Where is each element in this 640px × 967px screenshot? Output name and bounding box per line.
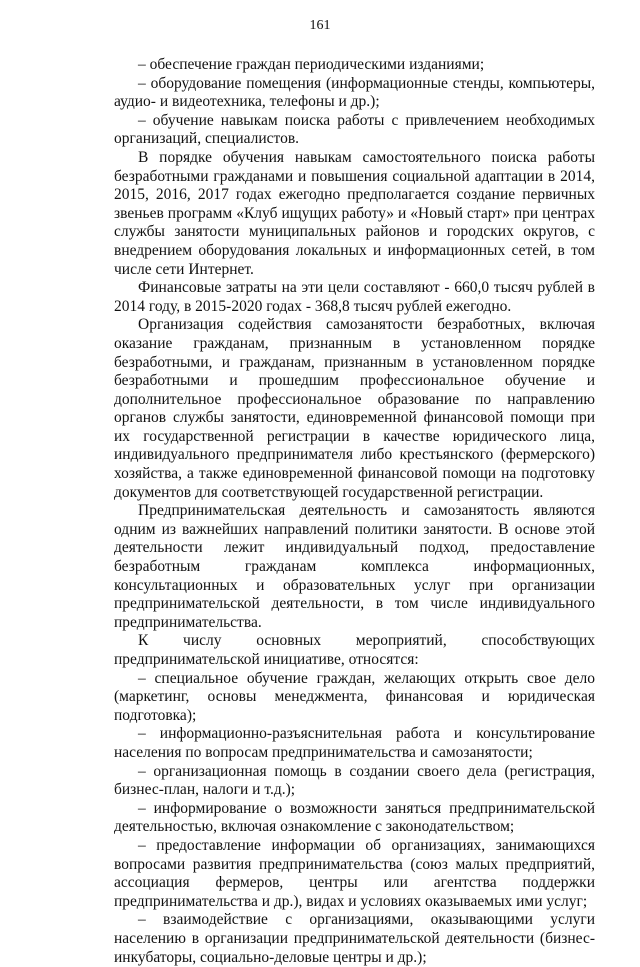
paragraph-financial-costs: Финансовые затраты на эти цели составляют - 660,0 тысяч рублей в 2014 году, в 2015-2020 годах - 368,8 тысяч рублей ежегодно. xyxy=(114,279,595,315)
paragraph-main-measures: К числу основных мероприятий, способствующих предпринимательской инициативе, относятся: xyxy=(114,632,595,668)
bullet-job-search-training: – обучение навыкам поиска работы с привлечением необходимых организаций, специалистов. xyxy=(114,111,595,148)
bullet-special-training: – специальное обучение граждан, желающих открыть свое дело (маркетинг, основы менеджмента, финансовая и юридическая подготовка); xyxy=(114,669,595,724)
document-body xyxy=(114,56,595,967)
bullet-organizational-help: – организационная помощь в создании своего дела (регистрация, бизнес-план, налоги и т.д.); xyxy=(114,762,595,799)
bullet-organizations-info: – предоставление информации об организациях, занимающихся вопросами развития предпринимательства (союз малых предприятий, ассоциация фермеров, центры или агентства поддержки предпринимательства и др.), видах и условиях оказываемых ими услуг; xyxy=(114,836,595,910)
paragraph-entrepreneurship: Предпринимательская деятельность и самозанятость являются одним из важнейших направлений политики занятости. В основе этой деятельности лежит индивидуальный подход, предоставление безработным гражданам комплекса информационных, консультационных и образовательных услуг при организации предпринимательской деятельности, в том числе индивидуального предпринимательства. xyxy=(114,502,595,631)
bullet-informing: – информирование о возможности заняться предпринимательской деятельностью, включая ознакомление с законодательством; xyxy=(114,799,595,836)
bullet-interaction: – взаимодействие с организациями, оказывающими услуги населению в организации предпринимательской деятельности (бизнес-инкубаторы, социально-деловые центры и др.); xyxy=(114,911,595,966)
bullet-equipment: – оборудование помещения (информационные стенды, компьютеры, аудио- и видеотехника, телефоны и др.); xyxy=(114,74,595,111)
paragraph-job-clubs: В порядке обучения навыкам самостоятельного поиска работы безработными гражданами и повышения социальной адаптации в 2014, 2015, 2016, 2017 годах ежегодно предполагается создание первичных звеньев программ «Клуб ищущих работу» и «Новый старт» при центрах службы занятости муниципальных районов и городских округов, с внедрением оборудования локальных и информационных сетей, в том числе сети Интернет. xyxy=(114,148,595,278)
bullet-periodicals: – обеспечение граждан периодическими изданиями; xyxy=(138,56,485,73)
page-number: 161 xyxy=(309,18,331,33)
paragraph-self-employment-support: Организация содействия самозанятости безработных, включая оказание гражданам, признанным в установленном порядке безработными, и гражданам, признанным в установленном порядке безработными и прошедшим профессиональное обучение и дополнительное профессиональное образование по направлению органов службы занятости, единовременной финансовой помощи при их государственной регистрации в качестве юридического лица, индивидуального предпринимателя либо крестьянского (фермерского) хозяйства, а также единовременной финансовой помощи на подготовку документов для соответствующей государственной регистрации. xyxy=(114,316,595,501)
bullet-information-work: – информационно-разъяснительная работа и консультирование населения по вопросам предпринимательства и самозанятости; xyxy=(114,725,595,761)
